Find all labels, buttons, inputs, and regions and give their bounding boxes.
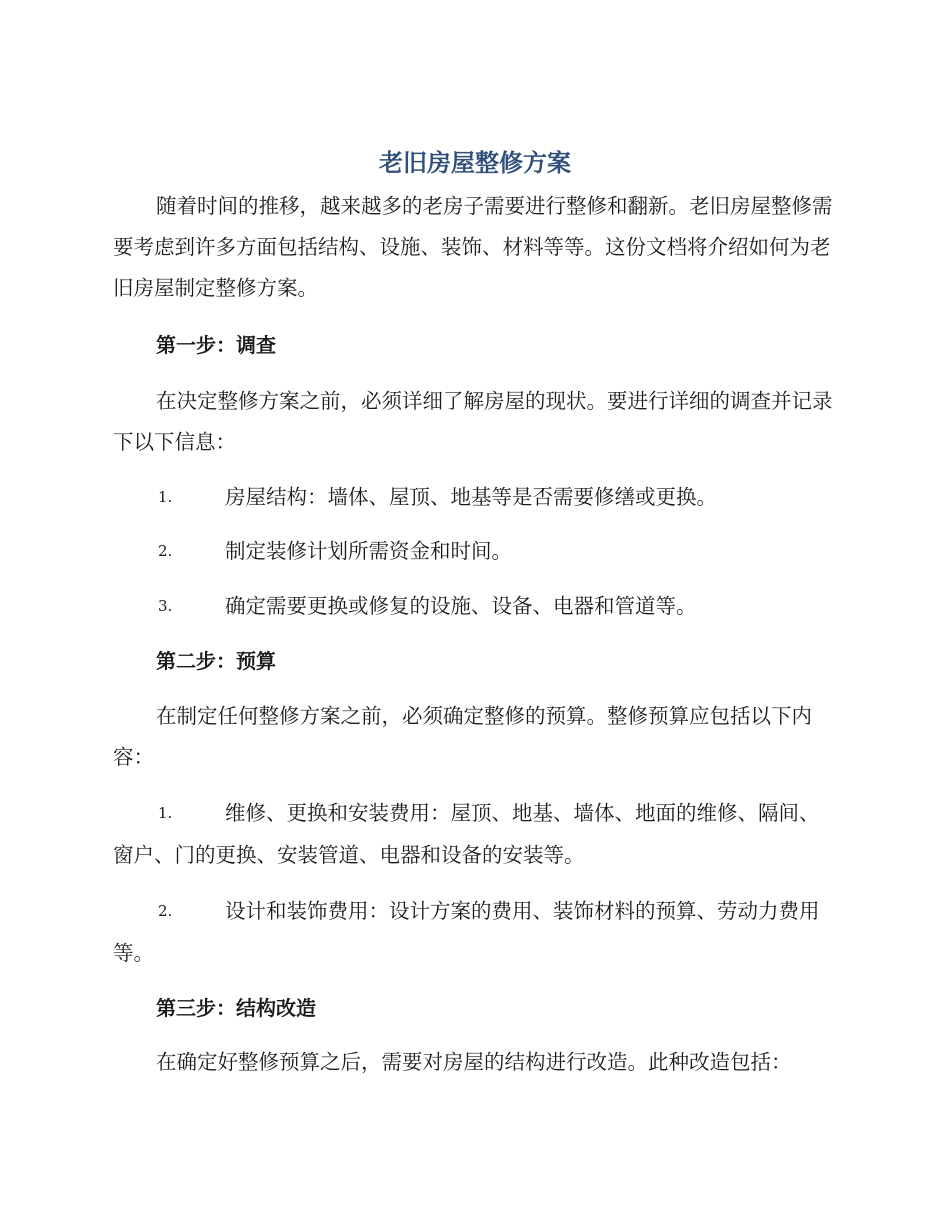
step3-heading: 第三步：结构改造 [156,996,316,1020]
list-number: 3. [158,597,173,615]
list-number: 1. [158,804,173,822]
list-number: 2. [158,542,173,560]
list-text: 制定装修计划所需资金和时间。 [225,539,512,563]
list-item [113,890,833,974]
step3-paragraph: 在确定好整修预算之后，需要对房屋的结构进行改造。此种改造包括： [156,1050,792,1074]
list-item [113,530,833,572]
list-item [113,476,833,518]
step2-heading: 第二步：预算 [156,649,276,673]
list-text: 确定需要更换或修复的设施、设备、电器和管道等。 [225,594,697,618]
document-title: 老旧房屋整修方案 [379,149,571,177]
intro-paragraph: 随着时间的推移，越来越多的老房子需要进行整修和翻新。老旧房屋整修需要考虑到许多方面包括结构、设施、装饰、材料等等。这份文档将介绍如何为老旧房屋制定整修方案。 [113,194,833,300]
list-item [113,792,833,876]
list-number: 2. [158,902,173,920]
list-number: 1. [158,488,173,506]
step2-paragraph: 在制定任何整修方案之前，必须确定整修的预算。整修预算应包括以下内容： [113,704,812,769]
list-text: 设计和装饰费用：设计方案的费用、装饰材料的预算、劳动力费用等。 [113,899,820,965]
step1-heading: 第一步：调查 [156,333,276,357]
list-text: 房屋结构：墙体、屋顶、地基等是否需要修缮或更换。 [225,485,717,509]
list-text: 维修、更换和安装费用：屋顶、地基、墙体、地面的维修、隔间、窗户、门的更换、安装管道、电器和设备的安装等。 [113,801,820,867]
step1-paragraph: 在决定整修方案之前，必须详细了解房屋的现状。要进行详细的调查并记录下以下信息： [113,389,833,454]
list-item [113,585,833,627]
